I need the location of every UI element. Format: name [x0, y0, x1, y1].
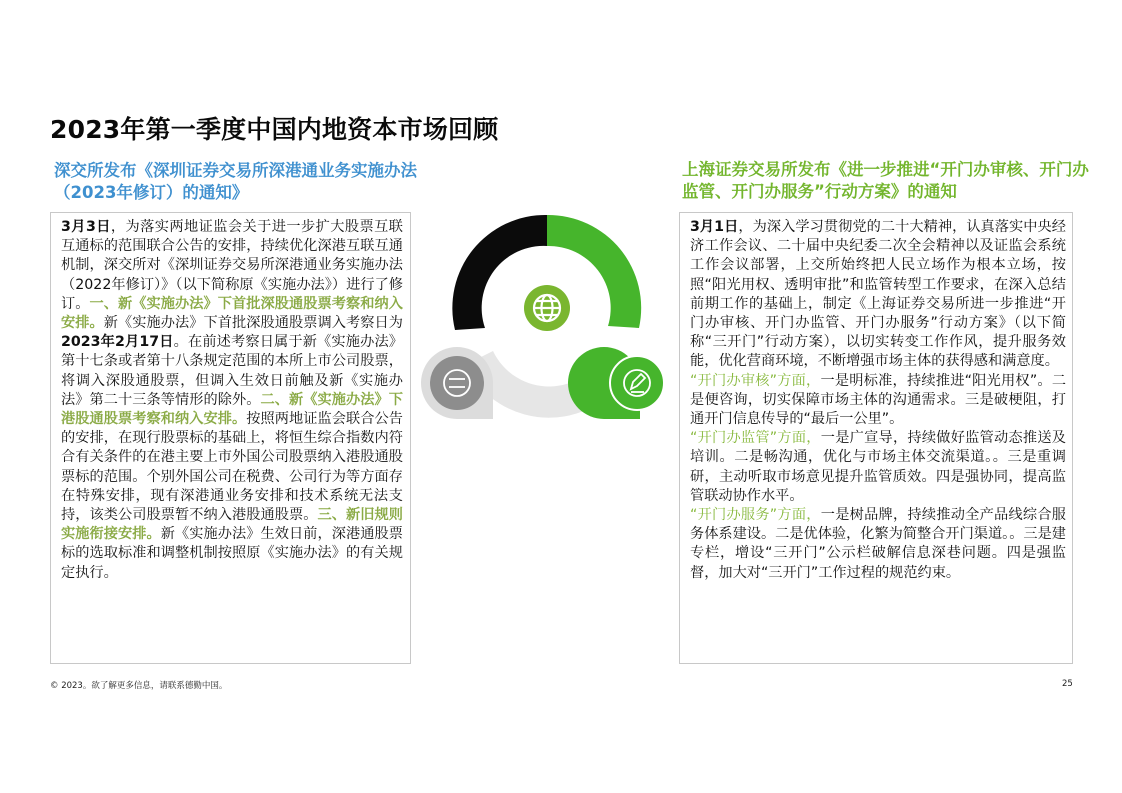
left-segment-normal: ，为落实两地证监会关于进一步扩大股票互联互通标的范围联合公告的安排，持续优化深港互联互通机制，深交所对《深圳证券交易所深港通业务实施办法（ — [61, 219, 403, 293]
right-text-box — [679, 212, 1073, 664]
left-segment-normal: 2022 — [75, 276, 112, 293]
right-pin-circle — [610, 356, 664, 410]
center-ring-diagram — [410, 210, 680, 450]
right-point-2-label: “开门办监管”方面， — [690, 430, 821, 447]
left-segment-normal: 年修订）》（以下简称原《实施办法》）进行了修订。 — [61, 276, 403, 312]
right-point-1-label: “开门办审核”方面， — [690, 372, 821, 389]
right-intro-text: ，为深入学习贯彻党的二十大精神，认真落实中央经济工作会议、二十届中央纪委二次全会精神以及证监会系统工作会议部署，上交所始终把人民立场作为根本立场，按照“阳光用权、透明审批”和监管转型工作要求，在深入总结前期工作的基础上，制定《上海证券交易所进一步推进“开门办审核、开门办监管、开门办服务”行动方案》（以下简称“三开门”行动方案），以切实转变工作作风，提升服务效能，优化营商环境，不断增强市场主体的获得感和满意度。 — [690, 219, 1066, 370]
left-segment-hl: 一、新《实施办法》下首批深股通股票考察和纳入安排。 — [61, 295, 403, 332]
left-segment-normal: 。在前述考察日属于新《实施办法》第十七条或者第十八条规定范围的本所上市公司股票，将调入深股通股票，但调入生效日前触及新《实施办法》第二十三条等情形的除外。 — [61, 334, 403, 408]
page-title: 2023年第一季度中国内地资本市场回顾 — [50, 115, 499, 144]
right-point-1-text: 一是明标准，持续推进“阳光用权”。二是便咨询，切实保障市场主体的沟通需求。三是破梗阻，打通开门信息传导的“最后一公里”。 — [690, 372, 1067, 428]
left-segment-normal: 按照两地证监会联合公告的安排，在现行股票标的基础上，将恒生综合指数内符合有关条件的在港主要上市外国公司股票纳入港股通股票标的范围。个别外国公司在税费、公司行为等方面存在特殊安排，现有深港通业务安排和技术系统无法支持，该类公司股票暂不纳入港股通股票。 — [61, 411, 403, 524]
left-segment-normal: 新《实施办法》下首批深股通股票调入考察日为 — [103, 315, 403, 332]
right-point-3-text: 一是树品牌，持续推动全产品线综合服务体系建设。二是优体验，化繁为简整合开门渠道。。三是建专栏，增设“三开门”公示栏破解信息深巷问题。四是强监督，加大对“三开门”工作过程的规范约束。 — [690, 507, 1066, 581]
footer-copyright: © 2023。欲了解更多信息，请联系德勤中国。 — [50, 681, 228, 691]
left-segment-bold: 2023年2月17日 — [61, 334, 174, 351]
left-pin-circle — [430, 356, 484, 410]
left-segment-hl: 二、新《实施办法》下港股通股票考察和纳入安排。 — [61, 391, 403, 428]
left-segment-hl: 三、新旧规则实施衔接安排。 — [61, 507, 403, 543]
left-segment-bold: 3月3日 — [61, 219, 111, 235]
left-body-text — [61, 218, 403, 583]
right-intro-date: 3月1日 — [690, 219, 739, 235]
left-section-heading: 深交所发布《深圳证券交易所深港通业务实施办法（2023年修订）的通知》 — [54, 161, 417, 202]
right-point-2 — [690, 429, 1066, 506]
right-point-2-text: 一是广宣导，持续做好监管动态推送及培训。二是畅沟通，优化与市场主体交流渠道。。三是重调研，主动听取市场意见提升监管质效。四是强协同，提高监管联动协作水平。 — [690, 430, 1066, 504]
right-point-3-label: “开门办服务”方面， — [690, 507, 821, 524]
right-point-3 — [690, 506, 1066, 583]
right-intro — [690, 218, 1066, 372]
left-segment-normal: 新《实施办法》生效日前，深港通股票标的选取标准和调整机制按照原《实施办法》的有关规定执行。 — [61, 526, 403, 581]
right-point-1 — [690, 372, 1066, 430]
left-text-box — [50, 212, 411, 664]
right-section-heading: 上海证券交易所发布《进一步推进“开门办审核、开门办监管、开门办服务”行动方案》的通知 — [682, 160, 1089, 201]
page-number: 25 — [1062, 679, 1073, 689]
